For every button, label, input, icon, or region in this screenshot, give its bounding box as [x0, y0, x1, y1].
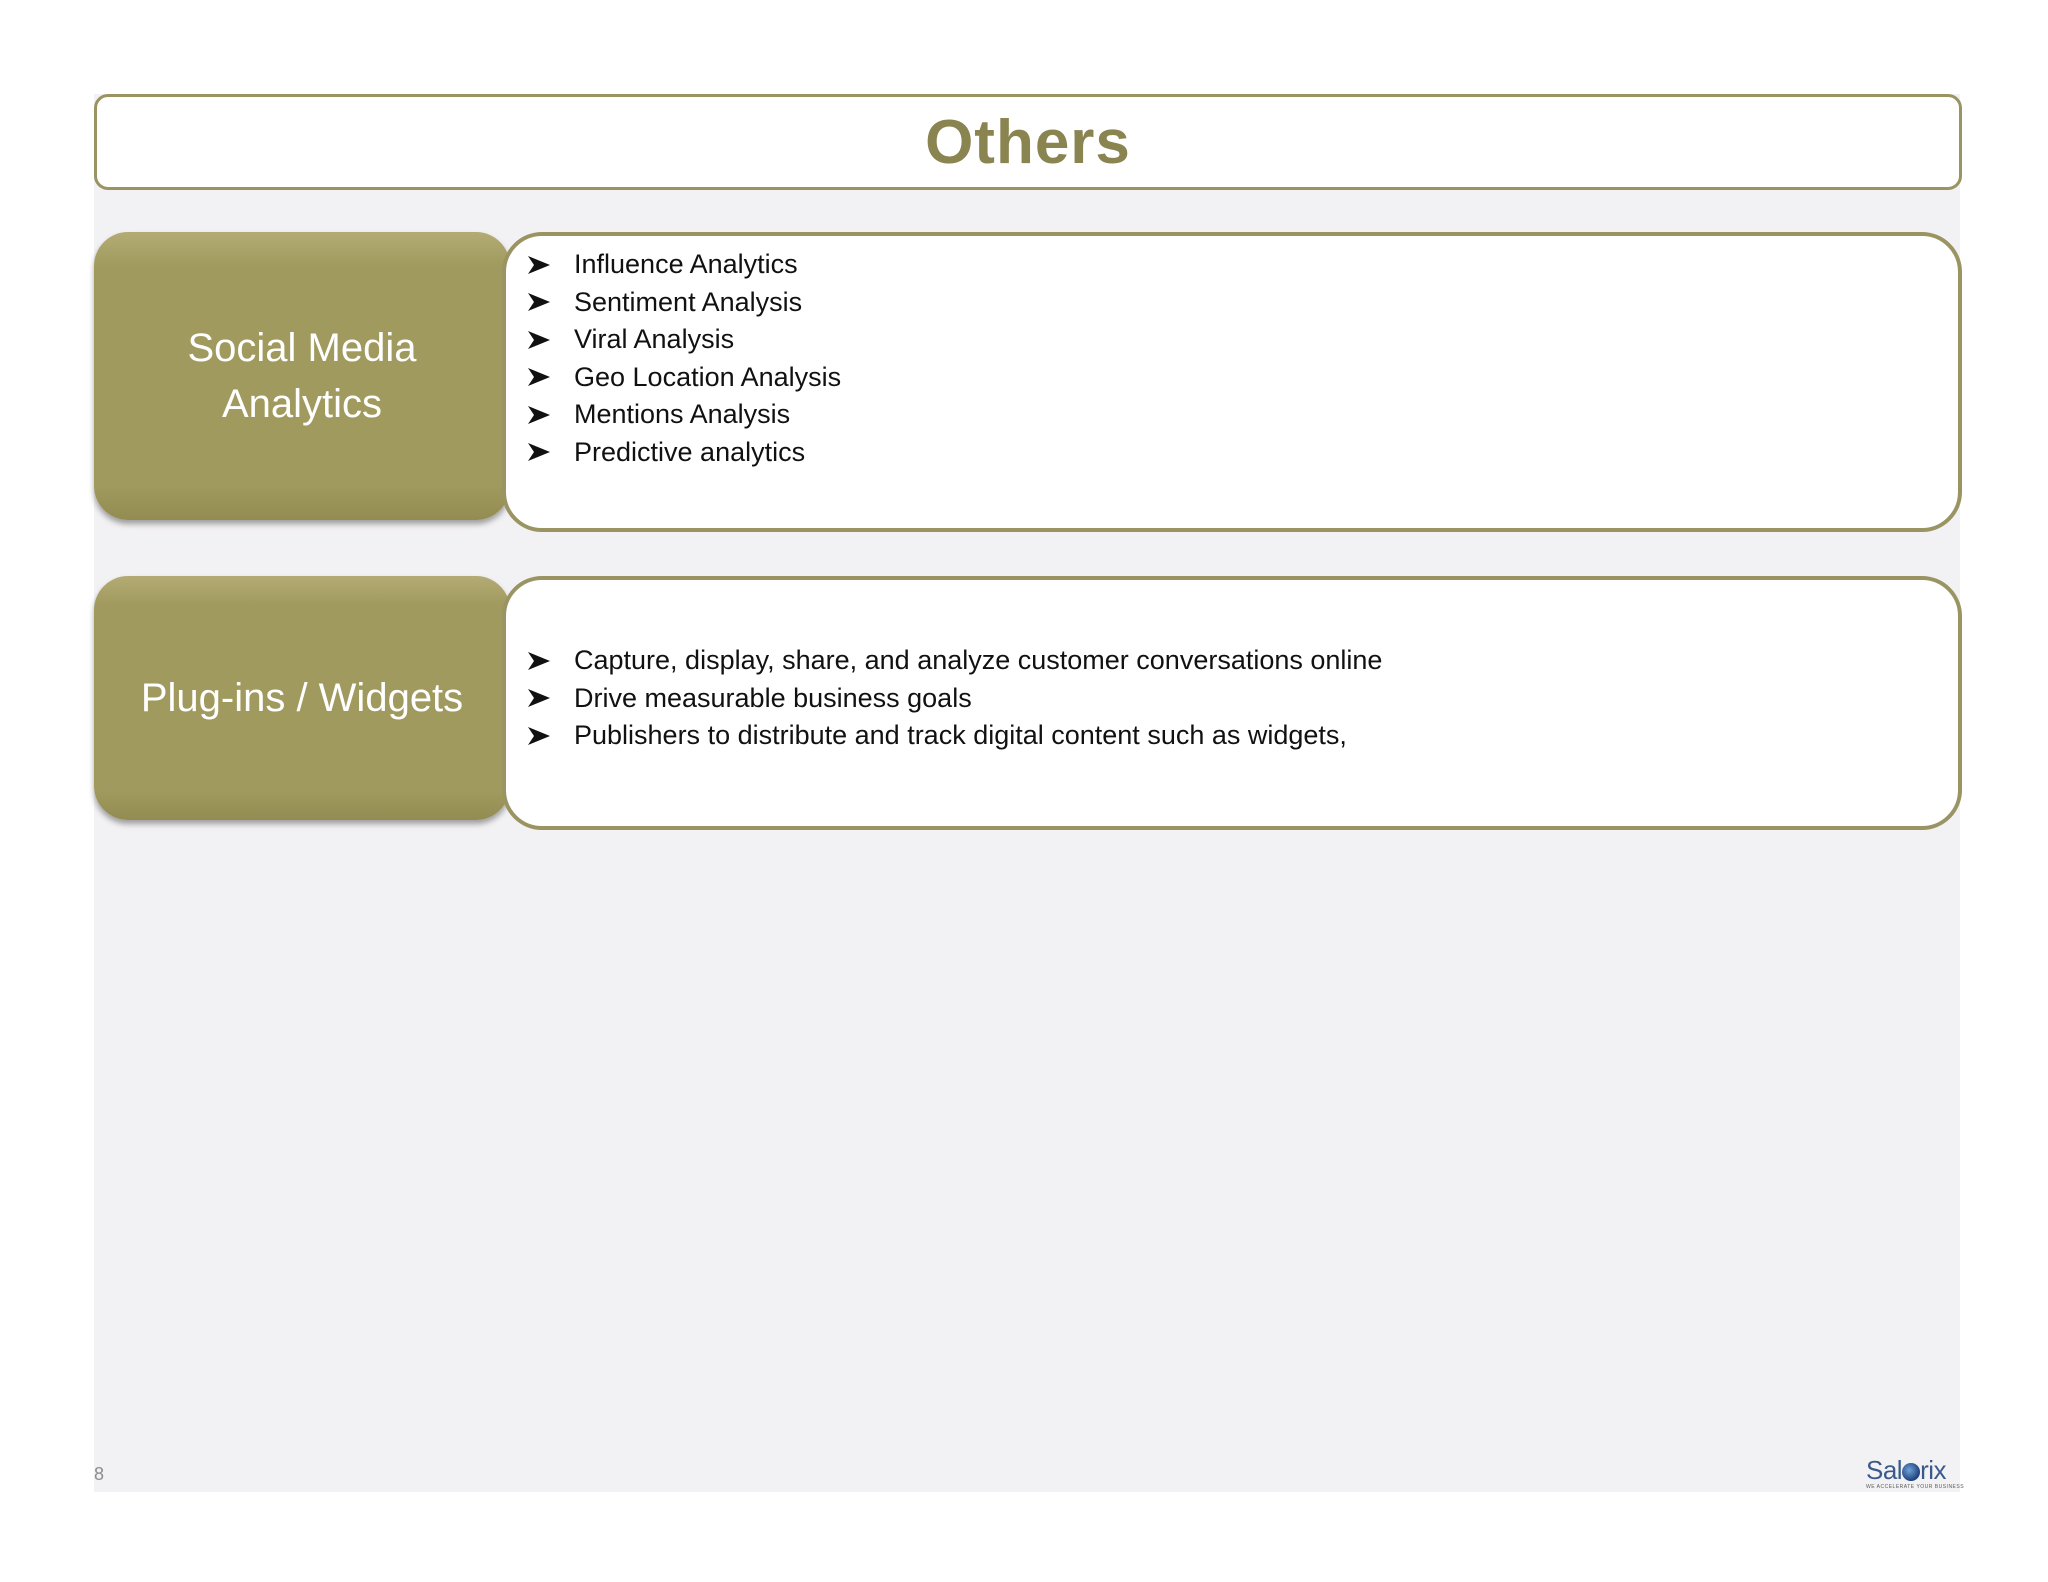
section-label-line: Plug-ins / Widgets: [140, 676, 464, 720]
section-label-plugins-widgets: [94, 576, 510, 820]
arrowhead-bullet-icon: [526, 329, 552, 351]
list-item: [526, 642, 1382, 680]
list-item-text: Publishers to distribute and track digital content such as widgets,: [574, 720, 1347, 750]
list-item-text: Influence Analytics: [574, 249, 798, 279]
list-item-text: Drive measurable business goals: [574, 682, 972, 713]
eye-icon: [1902, 1463, 1920, 1481]
slide-title: Others: [925, 107, 1131, 177]
section-label-line: Analytics: [221, 382, 383, 426]
arrowhead-bullet-icon: [526, 366, 552, 388]
section-label-social-media-analytics: [94, 232, 510, 520]
list-item-text: Viral Analysis: [574, 324, 735, 354]
logo-text-start: Sal: [1866, 1455, 1903, 1485]
list-item-text: Mentions Analysis: [574, 399, 791, 429]
list-item: [526, 680, 1382, 718]
arrowhead-bullet-icon: [526, 687, 552, 709]
logo-tagline: WE ACCELERATE YOUR BUSINESS: [1866, 1484, 1965, 1490]
list-item: [526, 284, 841, 322]
list-item-text: Geo Location Analysis: [574, 361, 842, 392]
section-label-line: Social Media: [187, 326, 417, 370]
section-content-social-media-analytics: [502, 232, 1962, 532]
list-item: [526, 717, 1382, 755]
list-item: [526, 246, 841, 284]
section-content-plugins-widgets: [502, 576, 1962, 830]
list-item: [526, 321, 841, 359]
arrowhead-bullet-icon: [526, 441, 552, 463]
list-item: [526, 359, 841, 397]
logo-text-end: rix: [1920, 1455, 1947, 1485]
arrowhead-bullet-icon: [526, 254, 552, 276]
page-number: 8: [94, 1464, 105, 1484]
list-item-text: Sentiment Analysis: [574, 286, 803, 317]
bullet-list: [526, 246, 841, 471]
arrowhead-bullet-icon: [526, 291, 552, 313]
company-logo: [1866, 1455, 1965, 1492]
arrowhead-bullet-icon: [526, 404, 552, 426]
slide: [94, 94, 1965, 1492]
list-item: [526, 396, 841, 434]
list-item-text: Capture, display, share, and analyze customer conversations online: [574, 645, 1383, 675]
arrowhead-bullet-icon: [526, 725, 552, 747]
bullet-list: [526, 642, 1382, 755]
arrowhead-bullet-icon: [526, 650, 552, 672]
list-item-text: Predictive analytics: [574, 436, 806, 467]
list-item: [526, 434, 841, 472]
title-box: [94, 94, 1962, 190]
